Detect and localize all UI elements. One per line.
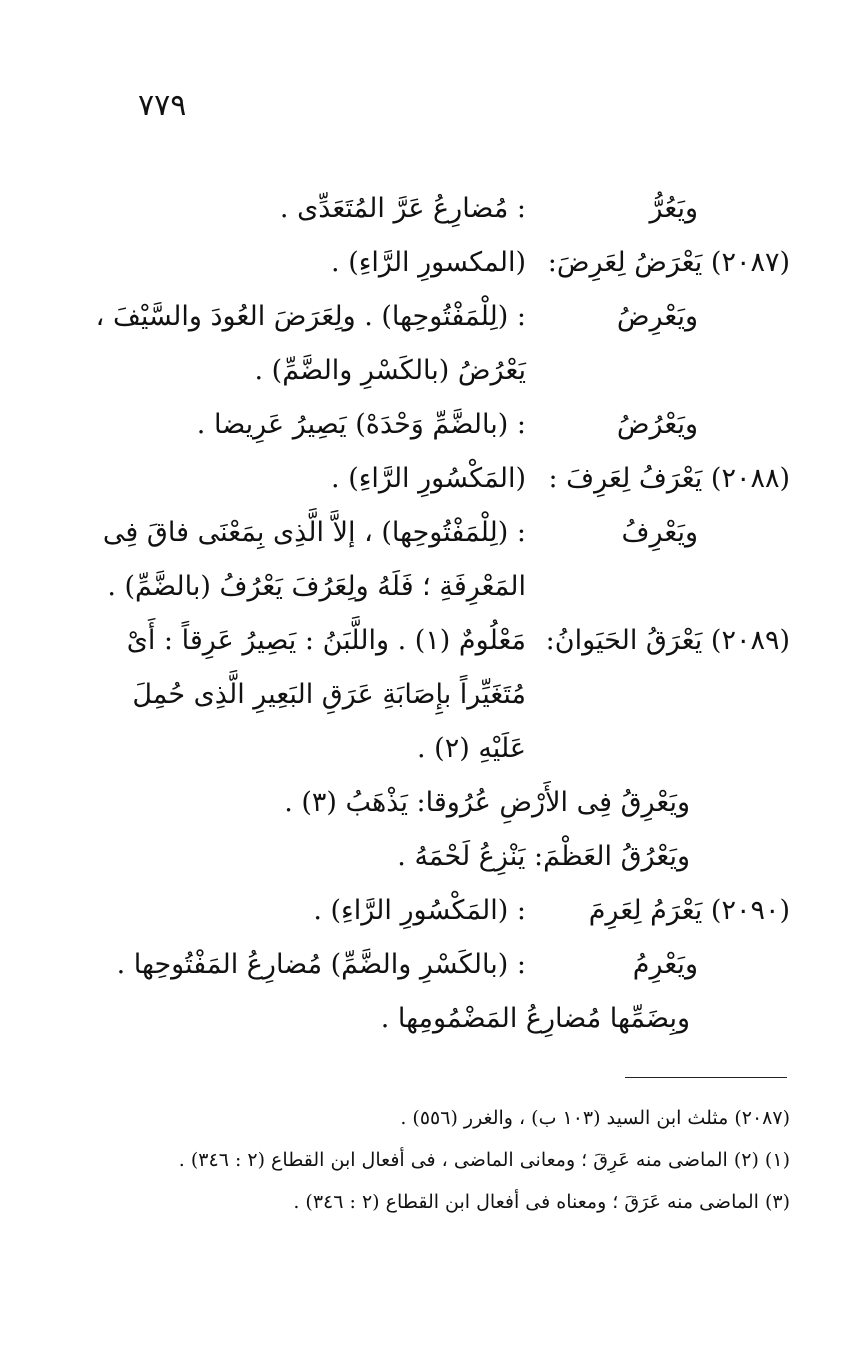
entry-headword: (٢٠٨٨) يَعْرَفُ لِعَرِفَ : [548,463,790,494]
entry-headword: (٢٠٩٠) يَعْرَمُ لِعَرِمَ [588,895,790,926]
entry-gloss: : (المَكْسُورِ الرَّاءِ) . [313,895,526,926]
footnote-divider [625,1077,787,1078]
entry-line [110,452,790,506]
footnote: (٢٠٨٧) مثلث ابن السيد (١٠٣ ب) ، والغرر (٥٥٦) . [400,1107,790,1129]
entry-gloss: : (لِلْمَفْتُوحِها) . ولِعَرَضَ العُودَ والسَّيْفَ ، [95,301,526,332]
entry-gloss: مَعْلُومٌ (١) . واللَّبَنُ : يَصِيرُ عَرِقاً : أَىْ [126,625,526,656]
entry-gloss: : مُضارِعُ عَرَّ المُتَعَدِّى . [279,193,526,224]
entry-headword: (٢٠٨٧) يَعْرَضُ لِعَرِضَ: [547,247,790,278]
footnote: (٣) الماضى منه عَرَقَ ؛ ومعناه فى أفعال ابن القطاع (٢ : ٣٤٦) . [293,1191,790,1213]
entry-headword: ويَعْرِضُ [616,301,698,332]
entry-line [107,560,790,614]
entry-line [110,668,790,722]
entry-gloss: مُتَغَيِّراً بإِصَابَةِ عَرَقِ البَعِيرِ الَّذِى حُمِلَ [132,679,526,710]
entry-gloss: : (بالضَّمِّ وَحْدَهْ) يَصِيرُ عَرِيضا . [196,409,526,440]
entry-line [110,182,790,236]
entry-line [110,884,790,938]
entry-line [102,506,790,560]
entry-line [110,776,790,830]
entry-line [110,722,790,776]
entry-gloss: وبِضَمِّها مُضارِعُ المَضْمُومِها . [380,1003,690,1034]
entry-headword: ويَعْرِمُ [632,949,698,980]
entry-headword: (٢٠٨٩) يَعْرَقُ الحَيَوانُ: [545,625,790,656]
page-number: ٧٧٩ [138,88,187,123]
entry-line [110,398,790,452]
entry-line [110,236,790,290]
entry-gloss: المَعْرِفَةِ ؛ فَلَهُ ولِعَرُفَ يَعْرُفُ (بالضَّمِّ) . [107,571,526,602]
footnote: (١) (٢) الماضى منه عَرِقَ ؛ ومعانى الماضى ، فى أفعال ابن القطاع (٢ : ٣٤٦) . [178,1149,790,1171]
entry-line [110,992,790,1046]
entry-line [95,290,790,344]
entry-gloss: عَلَيْهِ (٢) . [416,733,526,764]
entry-line [110,344,790,398]
entry-line [110,830,790,884]
entry-gloss: ويَعْرِقُ فِى الأَرْضِ عُرُوقا: يَذْهَبُ (٣) . [284,787,690,818]
footnotes [150,1097,790,1223]
entry-headword: ويَعُرُّ [649,193,698,224]
entry-headword: ويَعْرِفُ [621,517,698,548]
entry-line [110,938,790,992]
entry-headword: ويَعْرُضُ [616,409,698,440]
entry-gloss: (المكسورِ الرَّاءِ) . [331,247,526,278]
entry-line [110,614,790,668]
entry-list [95,182,790,1046]
entry-gloss: (المَكْسُورِ الرَّاءِ) . [331,463,526,494]
entry-gloss: : (بالكَسْرِ والضَّمِّ) مُضارِعُ المَفْتُوحِها . [116,949,526,980]
entry-gloss: : (لِلْمَفْتُوحِها) ، إلاَّ الَّذِى بِمَعْنَى فاقَ فِى [102,517,526,548]
entry-gloss: ويَعْرُقُ العَظْمَ: يَنْزِعُ لَحْمَهُ . [397,841,690,872]
entry-gloss: يَعْرُضُ (بالكَسْرِ والضَّمِّ) . [254,355,526,386]
